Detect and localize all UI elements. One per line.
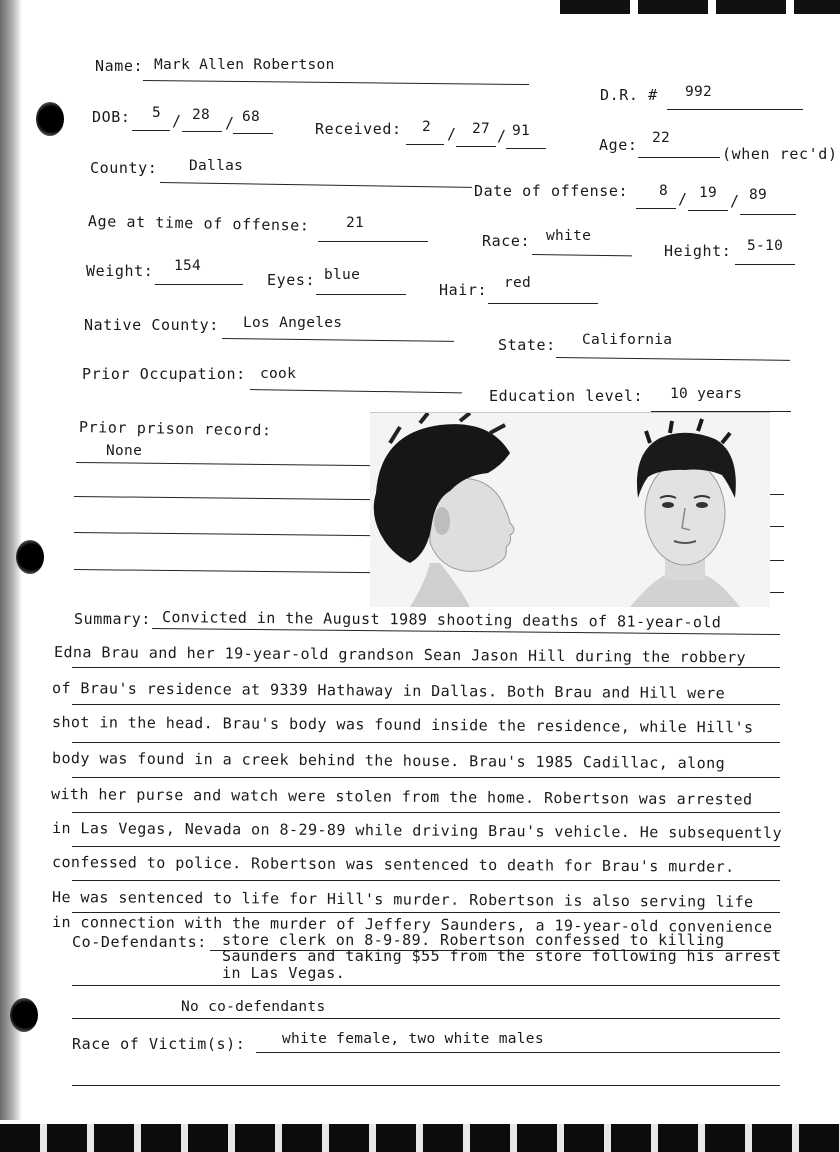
race-of-victims-label: Race of Victim(s): [72,1035,246,1053]
offense-month: 8 [659,183,669,199]
county-line [160,182,472,188]
offense-line [740,214,796,215]
summary-line: of Brau's residence at 9339 Hathaway in Dallas. Both Brau and Hill were [51,679,726,703]
native-county-label: Native County: [84,316,219,334]
dob-label: DOB: [92,108,131,126]
hair-label: Hair: [439,281,488,299]
dr-value: 992 [685,84,713,100]
state-label: State: [498,336,556,354]
prior-record-line [768,494,784,495]
co-defendants-label: Co-Defendants: [72,933,207,951]
dob-year: 68 [242,109,261,125]
when-recd-note: (when rec'd) [722,145,838,163]
received-line [406,144,444,145]
race-line [532,254,632,256]
received-label: Received: [315,120,402,138]
summary-line: shot in the head. Brau's body was found inside the residence, while Hill's [51,713,754,737]
prior-prison-record-value: None [106,443,143,459]
age-at-offense-line [318,241,428,242]
height-value: 5-10 [747,238,784,254]
weight-value: 154 [174,258,202,274]
received-slash: / [497,127,507,145]
summary-line: Edna Brau and her 19-year-old grandson Sean Jason Hill during the robbery [53,643,747,667]
age-value: 22 [652,130,671,146]
offense-slash: / [730,192,740,210]
education-level-label: Education level: [489,387,644,405]
co-defendants-rule [72,1018,780,1019]
dob-slash: / [172,112,182,130]
prior-record-line [768,526,784,527]
scan-bottom-strip [0,1124,840,1152]
summary-line: Convicted in the August 1989 shooting deaths of 81-year-old [161,608,722,632]
age-at-offense-value: 21 [346,215,365,231]
prior-record-line [76,462,372,466]
weight-label: Weight: [86,262,154,280]
height-line [735,264,795,265]
summary-line: body was found in a creek behind the house. Brau's 1985 Cadillac, along [51,749,726,773]
dob-slash: / [225,114,235,132]
prior-occupation-value: cook [260,366,297,382]
received-line [506,148,546,149]
weight-line [155,284,243,285]
summary-rule [72,912,780,913]
race-of-victims-rule [72,1085,780,1086]
height-label: Height: [664,242,732,260]
prior-record-line [768,592,784,593]
prior-record-line [74,569,370,573]
education-level-value: 10 years [670,386,743,402]
age-at-offense-label: Age at time of offense: [87,212,310,235]
summary-rule [72,777,780,778]
punch-hole [16,540,44,574]
prior-prison-record-label: Prior prison record: [78,418,272,440]
co-defendants-value: No co-defendants [181,999,326,1015]
summary-line: confessed to police. Robertson was sentenced to death for Brau's murder. [51,853,735,876]
dob-line [233,133,273,134]
state-line [556,357,790,361]
dr-label: D.R. # [600,86,658,104]
summary-rule [72,812,780,813]
prior-occupation-label: Prior Occupation: [82,365,246,383]
name-line [143,80,529,85]
dob-line [132,130,170,131]
eyes-label: Eyes: [267,271,316,289]
dob-line [182,131,222,132]
offense-line [636,208,676,209]
summary-line: in Las Vegas. [222,964,346,982]
summary-rule [72,704,780,705]
name-label: Name: [95,57,144,75]
dob-month: 5 [152,105,162,121]
profile-view-image [370,413,570,607]
native-county-value: Los Angeles [243,315,343,331]
name-value: Mark Allen Robertson [154,57,335,73]
prior-record-line [74,496,370,500]
summary-line: with her purse and watch were stolen from the home. Robertson was arrested [50,785,753,809]
hair-value: red [504,275,532,291]
dob-day: 28 [192,107,211,123]
received-month: 2 [422,119,432,135]
received-day: 27 [472,121,491,137]
mugshot-photo [370,412,770,607]
offense-slash: / [678,190,688,208]
state-value: California [582,332,673,348]
prior-record-line [768,560,784,561]
race-of-victims-rule [256,1052,780,1053]
offense-line [688,210,728,211]
summary-rule [72,880,780,881]
summary-rule [72,667,780,668]
race-of-victims-value: white female, two white males [282,1031,544,1047]
co-defendants-rule [72,985,780,986]
punch-hole [10,998,38,1032]
summary-line: in Las Vegas, Nevada on 8-29-89 while driving Brau's vehicle. He subsequently [51,819,783,843]
eyes-line [316,294,406,295]
county-value: Dallas [189,158,244,174]
summary-rule [72,846,780,847]
date-of-offense-label: Date of offense: [474,182,629,200]
summary-line: He was sentenced to life for Hill's murder. Robertson is also serving life [51,888,754,911]
summary-line: Saunders and taking $55 from the store following his arrest [222,947,782,965]
native-county-line [222,338,454,342]
race-label: Race: [482,232,531,250]
hair-line [488,303,598,304]
dr-line [667,109,803,110]
prior-record-line [74,532,370,536]
offense-year: 89 [749,187,768,203]
scan-top-edge [560,0,840,14]
summary-line: in connection with the murder of Jeffery Saunders, a 19-year-old convenience [51,913,773,937]
offense-day: 19 [699,185,718,201]
summary-line: store clerk on 8-9-89. Robertson confessed to killing [222,931,725,949]
received-slash: / [447,125,457,143]
front-view-image [610,413,760,607]
received-line [456,146,496,147]
county-label: County: [90,159,158,177]
age-line [638,157,720,158]
summary-label: Summary: [74,610,152,628]
race-value: white [546,228,592,244]
eyes-value: blue [324,267,361,283]
summary-rule [72,742,780,743]
punch-hole [36,102,64,136]
age-label: Age: [599,136,638,154]
prior-occupation-line [250,389,462,393]
received-year: 91 [512,123,531,139]
